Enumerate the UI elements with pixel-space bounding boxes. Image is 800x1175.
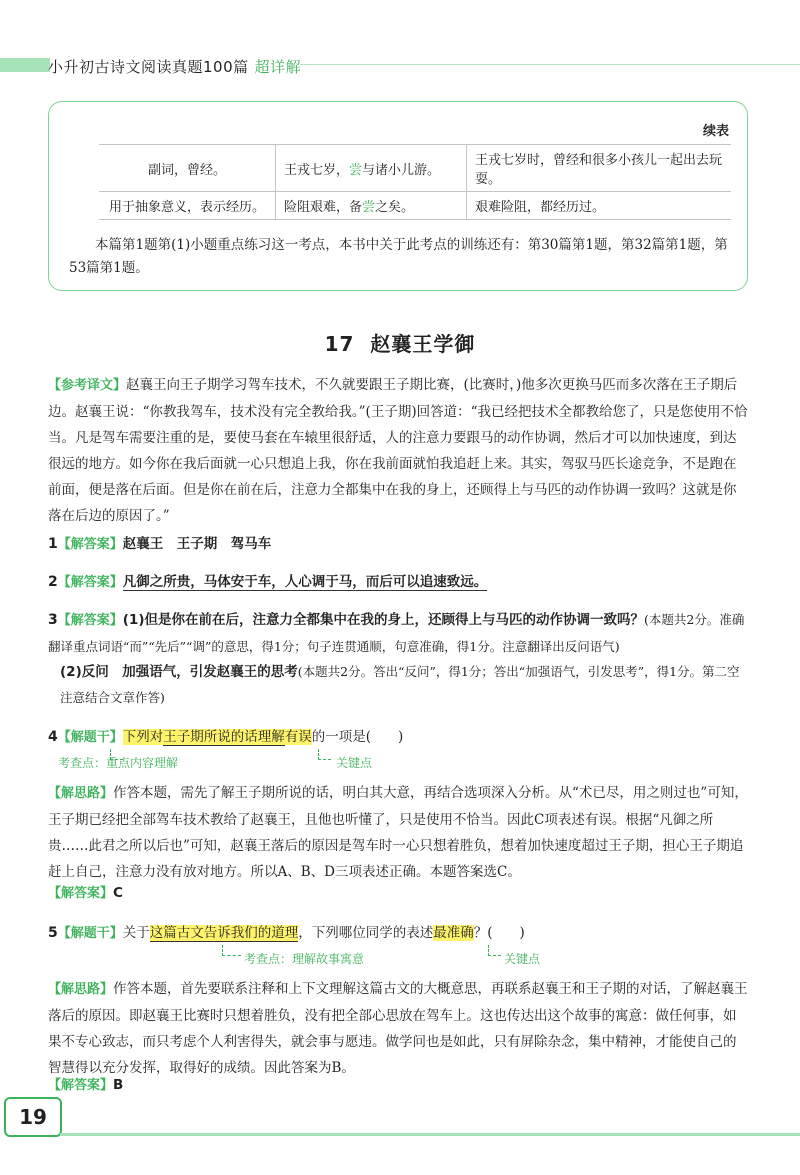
table-cell: 王戎七岁，尝与诸小儿游。 [276, 145, 467, 192]
answer-tag: 【解答案】 [57, 575, 123, 590]
keyword-annotation: 关键点 [504, 952, 541, 966]
stem-keypoint: 这篇古文告诉我们的道理 [149, 925, 299, 941]
page-number: 19 [4, 1097, 62, 1137]
table-row [99, 192, 731, 220]
stem-text: 下列对 [122, 729, 164, 745]
question-5-reasoning [48, 976, 748, 1081]
stem-keypoint: 王子期所说的话理解 [163, 729, 285, 745]
answer-text: B [113, 1077, 124, 1093]
question-3-part-1 [48, 607, 748, 660]
table-row [99, 145, 731, 192]
answer-text: (1)但是你在前在后，注意力全都集中在我的身上，还顾得上与马匹的动作协调一致吗？ [122, 612, 644, 628]
question-5-answer [48, 1072, 748, 1099]
keyword-annotation: 关键点 [336, 756, 373, 770]
footer-line [60, 1133, 800, 1136]
question-3-part-2 [60, 659, 748, 711]
answer-text: 凡御之所贵，马体安于车，人心调于马，而后可以追速致远。 [122, 574, 488, 590]
article-title [0, 328, 800, 357]
header-divider [300, 64, 800, 65]
stem-tag: 【解题干】 [57, 926, 123, 941]
answer-text: (2)反问 加强语气，引发赵襄王的思考 [60, 664, 298, 680]
reason-tag: 【解思路】 [48, 786, 114, 801]
question-number: 3 [48, 612, 58, 628]
answer-tag: 【解答案】 [57, 537, 123, 552]
box-note: 本篇第1题第(1)小题重点练习这一考点，本书中关于此考点的训练还有：第30篇第1题，第32篇第1题，第53篇第1题。 [69, 237, 728, 276]
stem-keyword: 有误 [284, 729, 312, 745]
answer-text: 赵襄王 王子期 驾马车 [122, 536, 272, 552]
continued-table-box [48, 101, 748, 291]
continued-table [99, 144, 731, 220]
highlight-char: 尝 [362, 200, 376, 215]
header-green-block [0, 58, 50, 72]
answer-tag: 【解答案】 [57, 613, 123, 628]
question-1 [48, 531, 748, 558]
annotation-arrow [222, 945, 241, 956]
book-title-accent: 超详解 [254, 58, 302, 76]
stem-text: ？( ) [473, 925, 525, 941]
reason-tag: 【解思路】 [48, 982, 114, 997]
annotation-arrow [488, 945, 501, 956]
keypoint-annotation: 考查点：理解故事寓意 [244, 952, 365, 966]
translation-paragraph [48, 372, 748, 529]
answer-tag: 【解答案】 [48, 886, 114, 901]
highlight-char: 尝 [349, 162, 363, 178]
question-number: 1 [48, 536, 58, 552]
table-cell: 艰难险阻，都经历过。 [467, 192, 732, 220]
answer-text: C [113, 885, 123, 901]
question-4-reasoning [48, 780, 748, 885]
article-number: 17 [324, 332, 355, 356]
table-cell: 用于抽象意义，表示经历。 [99, 192, 276, 220]
question-2 [48, 569, 748, 596]
translation-text: 赵襄王向王子期学习驾车技术，不久就要跟王子期比赛，(比赛时，)他多次更换马匹而多次落在王子期后边。赵襄王说：“你教我驾车，技术没有完全教给我。”(王子期)回答道：“我已经把技术全都教给您了，只是您使用不恰当。凡是驾车需要注重的是，要使马套在车辕里很舒适，人的注意力要跟马的动作协调，然后才可以加快速度，到达很远的地方。如今你在我后面就一心只想追上我，你在我前面就怕我追赶上来。其实，驾驭马匹长途竞争，不是跑在前面，便是落在后面。但是你在前在后，注意力全都集中在我的身上，还顾得上与马匹的动作协调一致吗？这就是你落在后边的原因了。” [48, 377, 748, 524]
continued-table-label: 续表 [702, 124, 729, 139]
stem-keyword: 最准确 [433, 925, 474, 941]
stem-text: 的一项是( ) [311, 729, 404, 745]
question-4-stem [48, 724, 748, 751]
reason-text: 作答本题，首先要联系注释和上下文理解这篇古文的大概意思，再联系赵襄王和王子期的对话，了解赵襄王落后的原因。即赵襄王比赛时只想着胜负，没有把全部心思放在驾车上。这也传达出这个故事的寓意：做任何事，如果不专心致志，而只考虑个人利害得失，就会事与愿违。做学问也是如此，只有屏除杂念，集中精神，才能使自己的智慧得以充分发挥，取得好的成绩。因此答案为B。 [48, 981, 748, 1076]
article-title-text: 赵襄王学御 [370, 332, 476, 356]
stem-tag: 【解题干】 [57, 730, 123, 745]
translation-tag: 【参考译文】 [48, 378, 127, 393]
question-number: 4 [48, 729, 58, 745]
answer-tag: 【解答案】 [48, 1078, 114, 1093]
scoring-note: (本题共2分。准确翻译重点词语“而”“先后”“调”的意思，得1分；句子连贯通顺，句意准确，得1分。注意翻译出反问语气) [48, 612, 745, 654]
reason-text: 作答本题，需先了解王子期所说的话，明白其大意，再结合选项深入分析。从“术已尽，用之则过也”可知，王子期已经把全部驾车技术教给了赵襄王，且他也听懂了，只是使用不恰当。因此C项表述有误。根据“凡御之所贵……此君之所以后也”可知，赵襄王落后的原因是驾车时一心只想着胜负，想着加快速度超过王子期，担心王子期追赶上自己，注意力没有放对地方。所以A、B、D三项表述正确。本题答案选C。 [48, 785, 748, 880]
stem-text: ，下列哪位同学的表述 [298, 925, 434, 941]
question-number: 2 [48, 574, 58, 590]
table-cell: 王戎七岁时，曾经和很多小孩儿一起出去玩耍。 [467, 145, 732, 192]
table-cell: 险阻艰难，备尝之矣。 [276, 192, 467, 220]
keypoint-annotation: 考查点：重点内容理解 [58, 756, 179, 770]
book-title-main: 小升初古诗文阅读真题100篇 [48, 58, 249, 76]
scoring-note: (本题共2分。答出“反问”，得1分；答出“加强语气，引发思考”，得1分。第二空注意结合文章作答) [60, 664, 740, 705]
question-4-answer [48, 880, 748, 907]
question-5-stem [48, 920, 748, 947]
table-cell: 副词，曾经。 [99, 145, 276, 192]
question-number: 5 [48, 925, 58, 941]
book-title [48, 56, 301, 77]
stem-text: 关于 [122, 925, 150, 941]
annotation-arrow [318, 749, 331, 760]
